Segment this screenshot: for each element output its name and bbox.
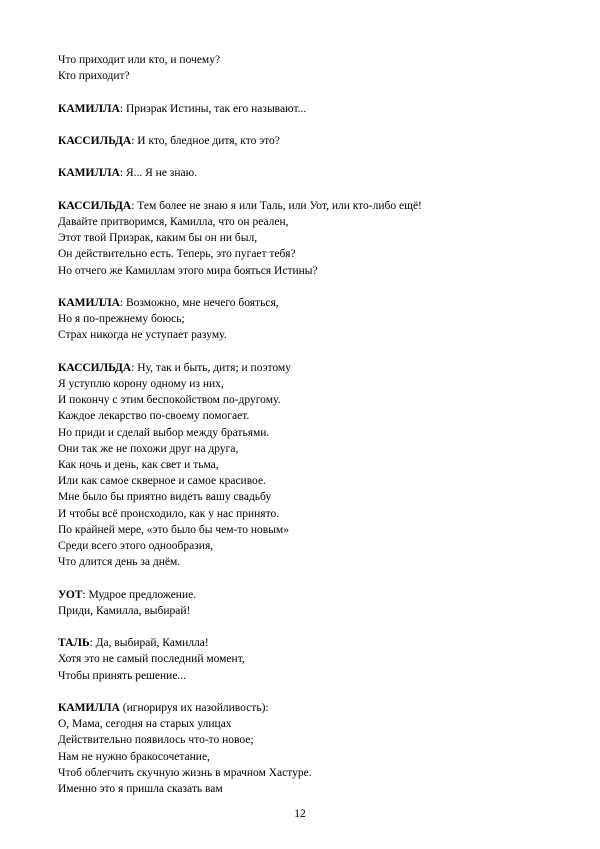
speaker-name: КАССИЛЬДА [58, 199, 132, 212]
line-text: Чтобы принять решение... [58, 669, 187, 682]
line-text: Я уступлю корону одному из них, [58, 377, 224, 390]
text-line [58, 214, 558, 230]
line-text: : Да, выбирай, Камилла! [89, 637, 209, 650]
line-text: Именно это я пришла сказать вам [58, 783, 223, 795]
dialogue-block [58, 101, 558, 117]
dialogue-block [58, 52, 558, 84]
line-text: Но отчего же Камиллам этого мира бояться Истины? [58, 264, 318, 277]
dialogue-block [58, 587, 558, 619]
line-text: : Возможно, мне нечего бояться, [119, 296, 279, 309]
line-text: И покончу с этим беспокойством по-другому. [58, 394, 281, 407]
text-line [58, 781, 558, 797]
dialogue-block [58, 198, 558, 279]
text-line [58, 360, 558, 376]
text-line [58, 587, 558, 603]
line-text: Страх никогда не уступает разуму. [58, 329, 227, 342]
text-line [58, 489, 558, 505]
line-text: Нам не нужно бракосочетание, [58, 750, 210, 763]
text-line [58, 230, 558, 246]
script-page [58, 52, 558, 813]
text-line [58, 457, 558, 473]
line-text: Действительно появилось что-то новое; [58, 734, 254, 747]
text-line [58, 668, 558, 684]
line-text: Этот твой Призрак, каким бы он ни был, [58, 232, 258, 245]
line-text: : Тем более не знаю я или Таль, или Уот, или кто-либо ещё! [131, 199, 422, 212]
line-text: Среди всего этого однообразия, [58, 540, 214, 552]
text-line [58, 473, 558, 489]
speaker-name: КАМИЛЛА [58, 102, 120, 115]
line-text: Чтоб облегчить скучную жизнь в мрачном Хастуре. [58, 766, 312, 779]
line-text: Но я по-прежнему боюсь; [58, 313, 185, 326]
text-line [58, 198, 558, 214]
speaker-name: УОТ [58, 588, 83, 601]
text-line [58, 635, 558, 651]
line-text: Они так же не похожи друг на друга, [58, 442, 239, 455]
line-text: Он действительно есть. Теперь, это пугает тебя? [58, 248, 296, 261]
text-line [58, 133, 558, 149]
dialogue-block [58, 635, 558, 684]
line-text: Что длится день за днём. [58, 556, 181, 569]
dialogue-block [58, 165, 558, 181]
text-line [58, 392, 558, 408]
text-line [58, 700, 558, 716]
speaker-name: КАССИЛЬДА [58, 361, 132, 374]
text-line [58, 554, 558, 570]
text-line [58, 311, 558, 327]
text-line [58, 522, 558, 538]
speaker-name: ТАЛЬ [58, 637, 90, 650]
text-line [58, 327, 558, 343]
line-text: По крайней мере, «это было бы чем-то новым» [58, 523, 289, 536]
text-line [58, 765, 558, 781]
text-line [58, 246, 558, 262]
text-line [58, 263, 558, 279]
dialogue-block [58, 700, 558, 797]
line-text: Как ночь и день, как свет и тьма, [58, 458, 219, 471]
speaker-name: КАССИЛЬДА [58, 134, 132, 147]
line-text: Мне было бы приятно видеть вашу свадьбу [58, 491, 272, 504]
text-line [58, 603, 558, 619]
line-text: Давайте притворимся, Камилла, что он реален, [58, 215, 289, 228]
line-text: : Призрак Истины, так его называют... [119, 102, 307, 115]
text-line [58, 538, 558, 554]
text-line [58, 716, 558, 732]
line-text: Но приди и сделай выбор между братьями. [58, 426, 270, 439]
text-line [58, 506, 558, 522]
text-line [58, 376, 558, 392]
speaker-name: КАМИЛЛА [58, 296, 120, 309]
text-line [58, 651, 558, 667]
line-text: Что приходит или кто, и почему? [58, 54, 221, 66]
dialogue-block [58, 295, 558, 344]
text-line [58, 165, 558, 181]
text-line [58, 749, 558, 765]
dialogue-block [58, 360, 558, 571]
text-line [58, 441, 558, 457]
text-line [58, 101, 558, 117]
line-text: О, Мама, сегодня на старых улицах [58, 718, 232, 731]
line-text: : Ну, так и быть, дитя; и поэтому [131, 361, 291, 374]
line-text: Хотя это не самый последний момент, [58, 653, 245, 666]
line-text: : И кто, бледное дитя, кто это? [131, 134, 280, 147]
line-text: Кто приходит? [58, 70, 130, 83]
line-text: Или как самое скверное и самое красивое. [58, 475, 266, 488]
line-text: (игнорируя их назойливость): [119, 701, 269, 714]
line-text: : Я... Я не знаю. [119, 167, 198, 180]
dialogue-block [58, 133, 558, 149]
text-line [58, 295, 558, 311]
text-line [58, 68, 558, 84]
line-text: И чтобы всё происходило, как у нас принято. [58, 507, 280, 520]
page-number: 12 [294, 808, 306, 820]
speaker-name: КАМИЛЛА [58, 701, 120, 714]
text-line [58, 732, 558, 748]
text-line [58, 52, 558, 68]
speaker-name: КАМИЛЛА [58, 167, 120, 180]
line-text: Приди, Камилла, выбирай! [58, 604, 191, 617]
line-text: Каждое лекарство по-своему помогает. [58, 410, 250, 423]
line-text: : Мудрое предложение. [82, 588, 197, 601]
text-line [58, 408, 558, 424]
text-line [58, 425, 558, 441]
